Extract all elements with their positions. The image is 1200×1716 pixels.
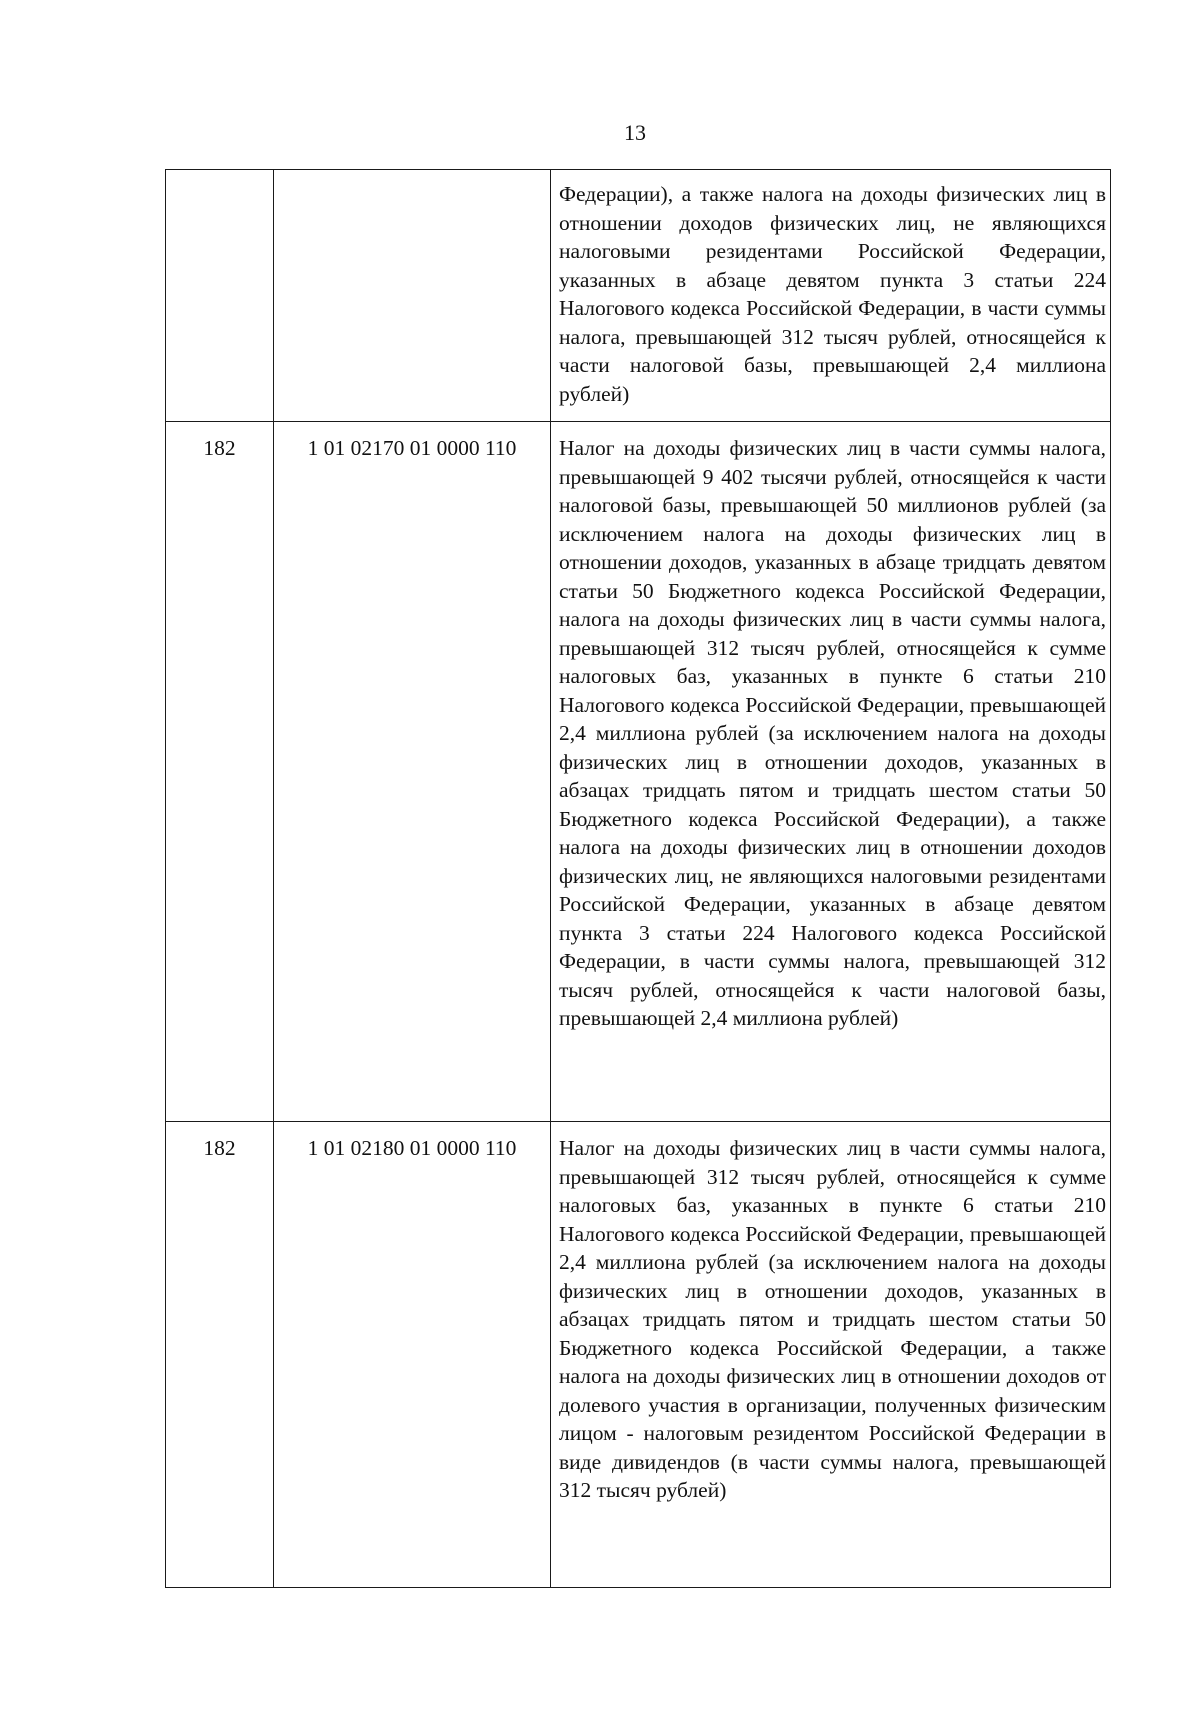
budget-code-cell: 1 01 02180 01 0000 110 bbox=[274, 1122, 551, 1588]
page-number: 13 bbox=[624, 120, 646, 145]
budget-code-cell: 1 01 02170 01 0000 110 bbox=[274, 422, 551, 1122]
admin-code-cell: 182 bbox=[166, 1122, 274, 1588]
admin-code-cell bbox=[166, 170, 274, 422]
description-cell: Налог на доходы физических лиц в части суммы налога, превышающей 9 402 тысячи рублей, относящейся к части налоговой базы, превышающей 50 миллионов рублей (за исключением налога на доходы физических лиц в отношении доходов, указанных в абзаце тридцать девятом статьи 50 Бюджетного кодекса Российской Федерации, налога на доходы физических лиц в части суммы налога, превышающей 312 тысяч рублей, относящейся к сумме налоговых баз, указанных в пункте 6 статьи 210 Налогового кодекса Российской Федерации, превышающей 2,4 миллиона рублей (за исключением налога на доходы физических лиц в отношении доходов, указанных в абзацах тридцать пятом и тридцать шестом статьи 50 Бюджетного кодекса Российской Федерации), а также налога на доходы физических лиц в отношении доходов физических лиц, не являющихся налоговыми резидентами Российской Федерации, указанных в абзаце девятом пункта 3 статьи 224 Налогового кодекса Российской Федерации, в части суммы налога, превышающей 312 тысяч рублей, относящейся к части налоговой базы, превышающей 2,4 миллиона рублей) bbox=[551, 422, 1111, 1122]
budget-code-cell bbox=[274, 170, 551, 422]
table-row bbox=[166, 1122, 1111, 1588]
admin-code-cell: 182 bbox=[166, 422, 274, 1122]
description-cell: Налог на доходы физических лиц в части суммы налога, превышающей 312 тысяч рублей, относящейся к сумме налоговых баз, указанных в пункте 6 статьи 210 Налогового кодекса Российской Федерации, превышающей 2,4 миллиона рублей (за исключением налога на доходы физических лиц в отношении доходов, указанных в абзацах тридцать пятом и тридцать шестом статьи 50 Бюджетного кодекса Российской Федерации, а также налога на доходы физических лиц в отношении доходов от долевого участия в организации, полученных физическим лицом - налоговым резидентом Российской Федерации в виде дивидендов (в части суммы налога, превышающей 312 тысяч рублей) bbox=[551, 1122, 1111, 1588]
description-cell: Федерации), а также налога на доходы физических лиц в отношении доходов физических лиц, не являющихся налоговыми резидентами Российской Федерации, указанных в абзаце девятом пункта 3 статьи 224 Налогового кодекса Российской Федерации, в части суммы налога, превышающей 312 тысяч рублей, относящейся к части налоговой базы, превышающей 2,4 миллиона рублей) bbox=[551, 170, 1111, 422]
budget-codes-table bbox=[165, 169, 1111, 1588]
table-row bbox=[166, 422, 1111, 1122]
table-row bbox=[166, 170, 1111, 422]
